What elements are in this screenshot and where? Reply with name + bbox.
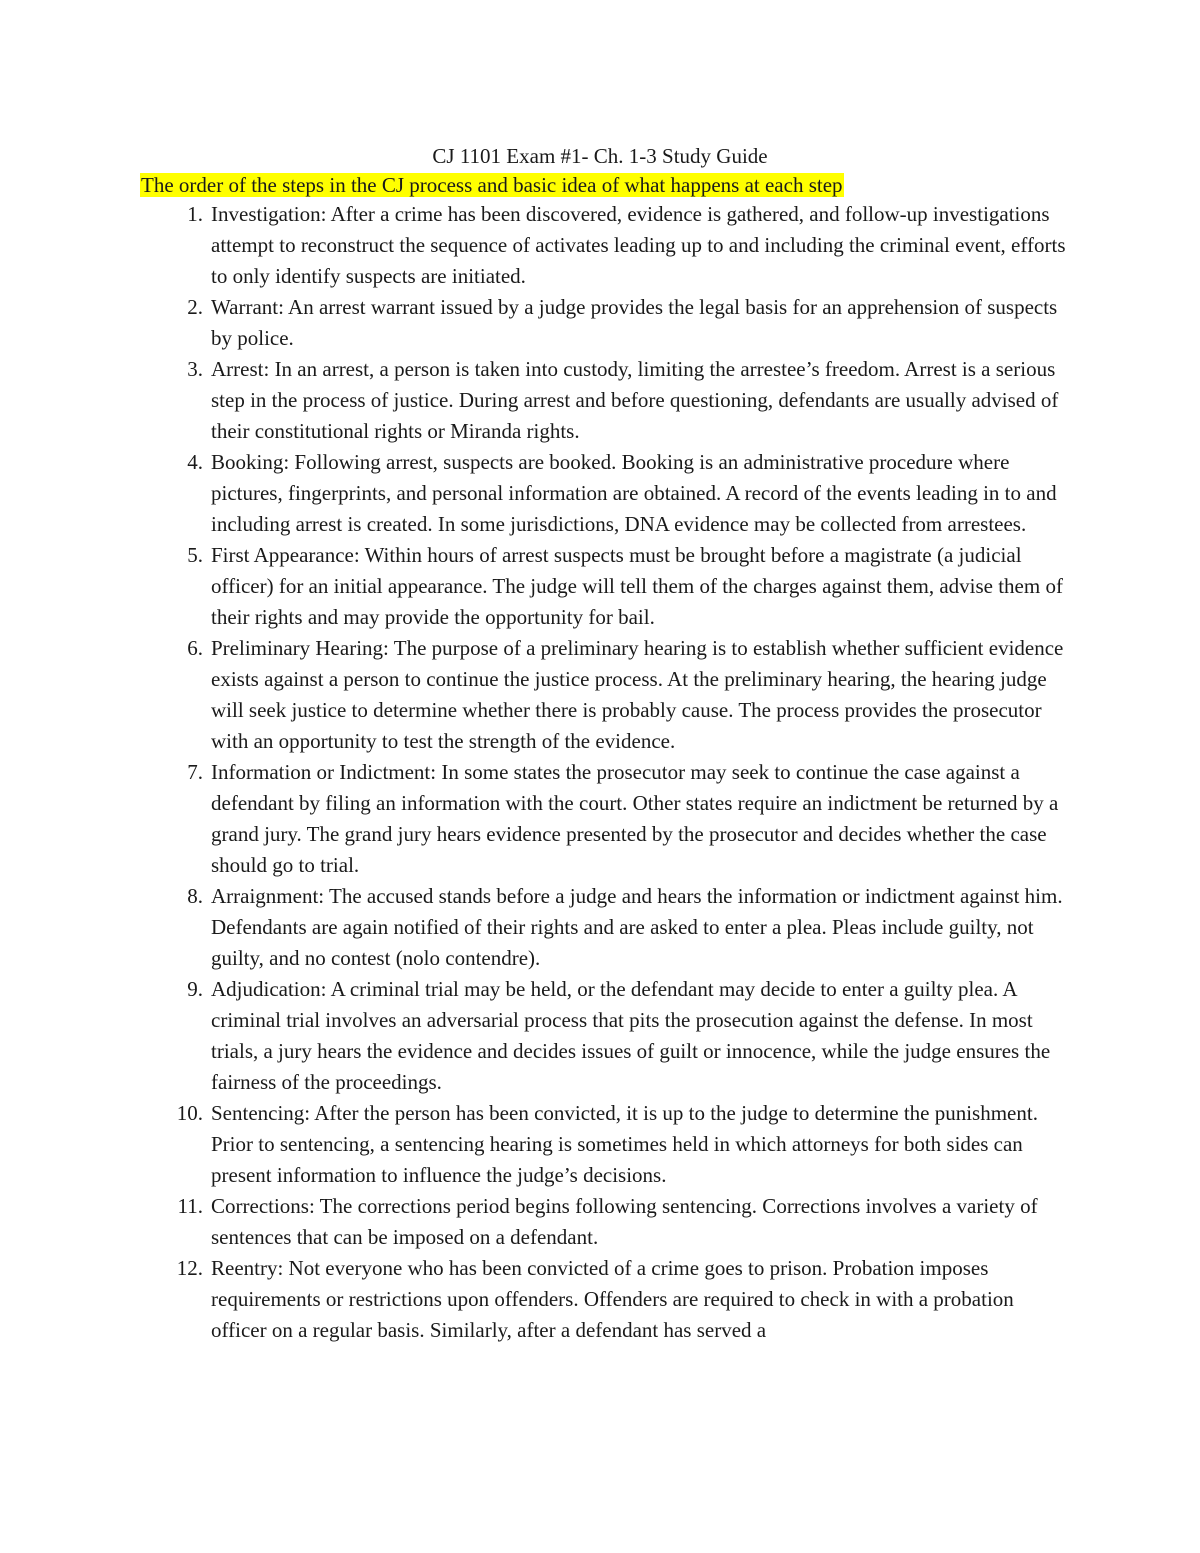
list-item [187,354,1073,447]
list-item-number: 4. [187,450,203,474]
list-item-text: Adjudication: A criminal trial may be held, or the defendant may decide to enter a guilty plea. A criminal trial involves an adversarial process that pits the prosecution against the defense. In most trials, a jury hears the evidence and decides issues of guilt or innocence, while the judge ensures the fairness of the proceedings. [211,977,1051,1094]
list-item-number: 2. [187,295,203,319]
list-item [187,447,1073,540]
list-item [187,974,1073,1098]
list-item [177,1191,1073,1253]
list-item-number: 11. [177,1194,203,1218]
list-item [176,1098,1073,1191]
list-item-text: Warrant: An arrest warrant issued by a judge provides the legal basis for an apprehension of suspects by police. [211,295,1058,350]
list-item-number: 3. [187,357,203,381]
cj-process-steps-list [176,199,1073,1346]
list-item-text: Arrest: In an arrest, a person is taken into custody, limiting the arrestee’s freedom. Arrest is a serious step in the process of justice. During arrest and before questioning, defendants are usually advised of their constitutional rights or Miranda rights. [211,357,1059,443]
list-item-number: 9. [187,977,203,1001]
list-item-text: Arraignment: The accused stands before a judge and hears the information or indictment against him. Defendants are again notified of their rights and are asked to enter a plea. Pleas include guilty, not guilty, and no contest (nolo contendre). [211,884,1063,970]
list-item [187,199,1073,292]
list-item-text: First Appearance: Within hours of arrest suspects must be brought before a magistrate (a judicial officer) for an initial appearance. The judge will tell them of the charges against them, advise them of their rights and may provide the opportunity for bail. [211,543,1063,629]
list-item-text: Reentry: Not everyone who has been convicted of a crime goes to prison. Probation imposes requirements or restrictions upon offenders. Offenders are required to check in with a probation officer on a regular basis. Similarly, after a defendant has served a [211,1256,1014,1342]
list-item-number: 5. [187,543,203,567]
list-item [187,881,1073,974]
list-item-text: Investigation: After a crime has been discovered, evidence is gathered, and follow-up investigations attempt to reconstruct the sequence of activates leading up to and including the criminal event, efforts to only identify suspects are initiated. [211,202,1066,288]
list-item [187,292,1073,354]
list-item-number: 8. [187,884,203,908]
list-item-number: 7. [187,760,203,784]
list-item-text: Sentencing: After the person has been convicted, it is up to the judge to determine the punishment. Prior to sentencing, a sentencing hearing is sometimes held in which attorneys for both sides can present information to influence the judge’s decisions. [211,1101,1038,1187]
list-item-number: 10. [176,1101,203,1125]
list-item-text: Corrections: The corrections period begins following sentencing. Corrections involves a variety of sentences that can be imposed on a defendant. [211,1194,1038,1249]
list-item-number: 6. [187,636,203,660]
list-item [187,757,1073,881]
list-item-text: Information or Indictment: In some states the prosecutor may seek to continue the case against a defendant by filing an information with the court. Other states require an indictment be returned by a grand jury. The grand jury hears evidence presented by the prosecutor and decides whether the case should go to trial. [211,760,1059,877]
highlighted-heading-text: The order of the steps in the CJ process and basic idea of what happens at each step [141,173,843,197]
document-title: CJ 1101 Exam #1- Ch. 1-3 Study Guide [432,144,768,168]
list-item-number: 1. [187,202,203,226]
list-item-text: Booking: Following arrest, suspects are booked. Booking is an administrative procedure where pictures, fingerprints, and personal information are obtained. A record of the events leading in to and including arrest is created. In some jurisdictions, DNA evidence may be collected from arrestees. [211,450,1057,536]
highlighted-section-heading [140,171,844,199]
list-item [187,633,1073,757]
list-item [176,1253,1073,1346]
list-item-text: Preliminary Hearing: The purpose of a preliminary hearing is to establish whether sufficient evidence exists against a person to continue the justice process. At the preliminary hearing, the hearing judge will seek justice to determine whether there is probably cause. The process provides the prosecutor with an opportunity to test the strength of the evidence. [211,636,1064,753]
list-item-number: 12. [176,1256,203,1280]
list-item [187,540,1073,633]
